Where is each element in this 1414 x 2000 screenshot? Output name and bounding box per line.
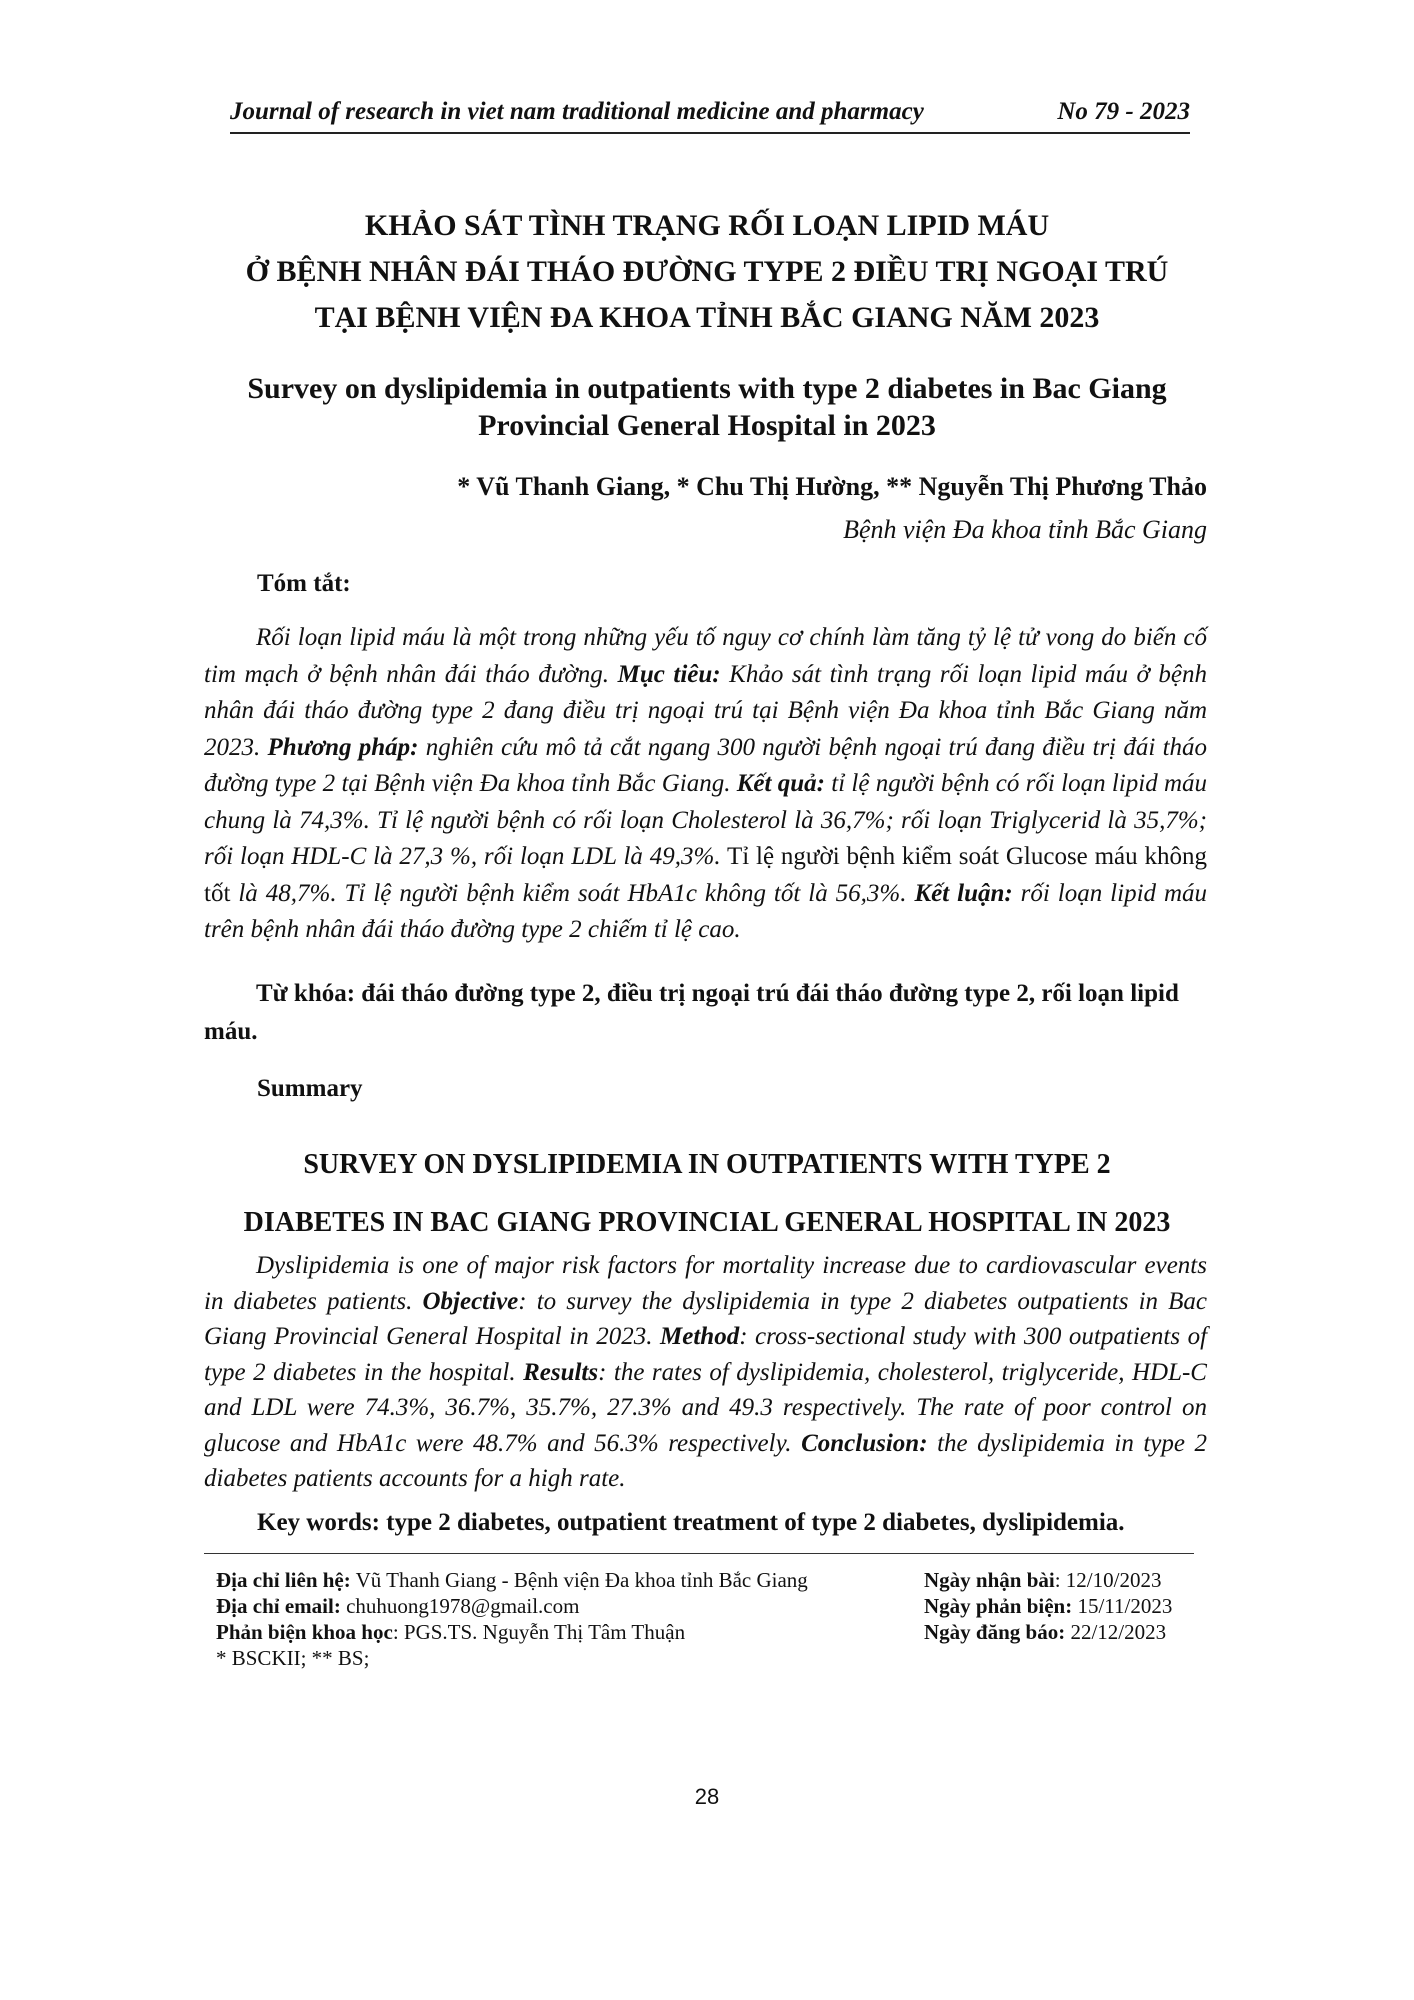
title-vn-line-3: TẠI BỆNH VIỆN ĐA KHOA TỈNH BẮC GIANG NĂM 2023: [314, 301, 1100, 334]
footnote-row: [216, 1645, 1196, 1671]
abstract-en-objective: : to survey the dyslipidemia in type 2 diabetes outpatients in Bac Giang Provincial General Hospital in 2023.: [204, 1287, 1208, 1350]
abstract-en-results-label: Results: [523, 1358, 599, 1386]
keywords-vietnamese: Từ khóa: đái tháo đường type 2, điều trị ngoại trú đái tháo đường type 2, rối loạn lipid máu.: [204, 980, 1179, 1045]
footnotes: [216, 1567, 1196, 1671]
reviewer-value: : PGS.TS. Nguyễn Thị Tâm Thuận: [392, 1620, 686, 1644]
abstract-vn-results-part-2: Tỉ lệ người bệnh kiểm soát Glucose máu không tốt: [204, 843, 1207, 907]
abstract-en-conclusion: the dyslipidemia in type 2 diabetes patients accounts for a high rate.: [204, 1429, 1208, 1492]
abstract-english: [204, 1248, 1207, 1497]
abstract-en-results: : the rates of dyslipidemia, cholesterol, triglyceride, HDL-C and LDL were 74.3%, 36.7%, 35.7%, 27.3% and 49.3 respectively. The rate of poor control on glucose and HbA1c were 48.7% and 56.3% respectively.: [204, 1358, 1207, 1457]
abstract-vn-conclusion: rối loạn lipid máu trên bệnh nhân đái tháo đường type 2 chiếm tỉ lệ cao.: [204, 879, 1208, 943]
published-value: 22/12/2023: [1070, 1620, 1167, 1644]
reviewed-label: Ngày phản biện:: [924, 1594, 1073, 1618]
abstract-vn-intro: Rối loạn lipid máu là một trong những yếu tố nguy cơ chính làm tăng tỷ lệ tử vong do biến cố tim mạch ở bệnh nhân đái tháo đường.: [204, 624, 1207, 688]
keywords-english: Key words: type 2 diabetes, outpatient treatment of type 2 diabetes, dyslipidemia.: [257, 1509, 1125, 1536]
footnote-divider: [204, 1553, 1194, 1554]
summary-title-line-1: SURVEY ON DYSLIPIDEMIA IN OUTPATIENTS WITH TYPE 2: [303, 1149, 1111, 1180]
published-label: Ngày đăng báo:: [924, 1620, 1066, 1644]
received-label: Ngày nhận bài: [924, 1568, 1055, 1592]
abstract-vn-objective-label: Mục tiêu:: [617, 660, 721, 688]
running-header: [230, 98, 1190, 134]
contact-label: Địa chỉ liên hệ:: [216, 1568, 351, 1592]
abstract-vn-conclusion-label: Kết luận:: [914, 879, 1013, 907]
received-date: [924, 1567, 1161, 1593]
abstract-vn-results-part-3: là 48,7%. Tỉ lệ người bệnh kiểm soát HbA1c không tốt là 56,3%.: [238, 879, 907, 907]
abstract-vn-method-label: Phương pháp:: [267, 733, 419, 761]
issue-number: No 79 - 2023: [1057, 98, 1190, 125]
title-vn-line-1: KHẢO SÁT TÌNH TRẠNG RỐI LOẠN LIPID MÁU: [364, 209, 1050, 242]
abstract-en-conclusion-label: Conclusion:: [801, 1429, 928, 1457]
received-value: : 12/10/2023: [1054, 1568, 1162, 1592]
abstract-vietnamese: [204, 620, 1207, 949]
abstract-vn-results-label: Kết quả:: [736, 770, 825, 797]
footnote-row: [216, 1567, 1196, 1593]
page-number: 28: [694, 1784, 720, 1809]
authors: * Vũ Thanh Giang, * Chu Thị Hường, ** Nguyễn Thị Phương Thảo: [457, 472, 1207, 501]
journal-name: Journal of research in viet nam traditional medicine and pharmacy: [230, 98, 924, 125]
publish-date: [924, 1619, 1166, 1645]
summary-title-line-2: DIABETES IN BAC GIANG PROVINCIAL GENERAL HOSPITAL IN 2023: [243, 1207, 1171, 1238]
affiliation: Bệnh viện Đa khoa tỉnh Bắc Giang: [843, 515, 1207, 544]
reviewer-info: [216, 1619, 685, 1645]
footnote-row: [216, 1593, 1196, 1619]
title-en-line-2: Provincial General Hospital in 2023: [478, 409, 936, 442]
abstract-en-method-label: Method: [660, 1323, 740, 1350]
email-value: chuhuong1978@gmail.com: [346, 1594, 580, 1618]
contact-value: Vũ Thanh Giang - Bệnh viện Đa khoa tỉnh Bắc Giang: [355, 1568, 808, 1592]
article-title-vietnamese: [180, 203, 1234, 341]
abstract-vn-results-part-1: tỉ lệ người bệnh có rối loạn lipid máu chung là 74,3%. Tỉ lệ người bệnh có rối loạn Cholesterol là 36,7%; rối loạn Triglycerid là 35,7%; rối loạn HDL-C là 27,3 %, rối loạn LDL là 49,3%.: [204, 770, 1208, 870]
reviewer-label: Phản biện khoa học: [216, 1620, 393, 1644]
email-info: [216, 1593, 579, 1619]
article-title-english: [180, 370, 1234, 444]
abstract-vn-method: nghiên cứu mô tả cắt ngang 300 người bệnh ngoại trú đang điều trị đái tháo đường type 2 tại Bệnh viện Đa khoa tỉnh Bắc Giang.: [204, 733, 1208, 797]
title-vn-line-2: Ở BỆNH NHÂN ĐÁI THÁO ĐƯỜNG TYPE 2 ĐIỀU TRỊ NGOẠI TRÚ: [245, 255, 1169, 288]
abstract-vn-objective: Khảo sát tình trạng rối loạn lipid máu ở bệnh nhân đái tháo đường type 2 đang điều trị ngoại trú tại Bệnh viện Đa khoa tỉnh Bắc Giang năm 2023.: [204, 660, 1208, 761]
review-date: [924, 1593, 1172, 1619]
degrees-note: * BSCKII; ** BS;: [216, 1646, 370, 1670]
abstract-vn-heading: Tóm tắt:: [257, 570, 351, 597]
abstract-en-intro: Dyslipidemia is one of major risk factors for mortality increase due to cardiovascular events in diabetes patients.: [204, 1252, 1207, 1315]
summary-title: [180, 1136, 1234, 1252]
abstract-en-objective-label: Objective: [422, 1287, 519, 1315]
title-en-line-1: Survey on dyslipidemia in outpatients with type 2 diabetes in Bac Giang: [247, 372, 1167, 405]
reviewed-value: 15/11/2023: [1077, 1594, 1173, 1618]
email-label: Địa chỉ email:: [216, 1594, 341, 1618]
summary-heading: Summary: [257, 1075, 363, 1102]
abstract-en-method: : cross-sectional study with 300 outpatients of type 2 diabetes in the hospital.: [204, 1323, 1208, 1386]
footnote-row: [216, 1619, 1196, 1645]
contact-info: [216, 1567, 808, 1593]
